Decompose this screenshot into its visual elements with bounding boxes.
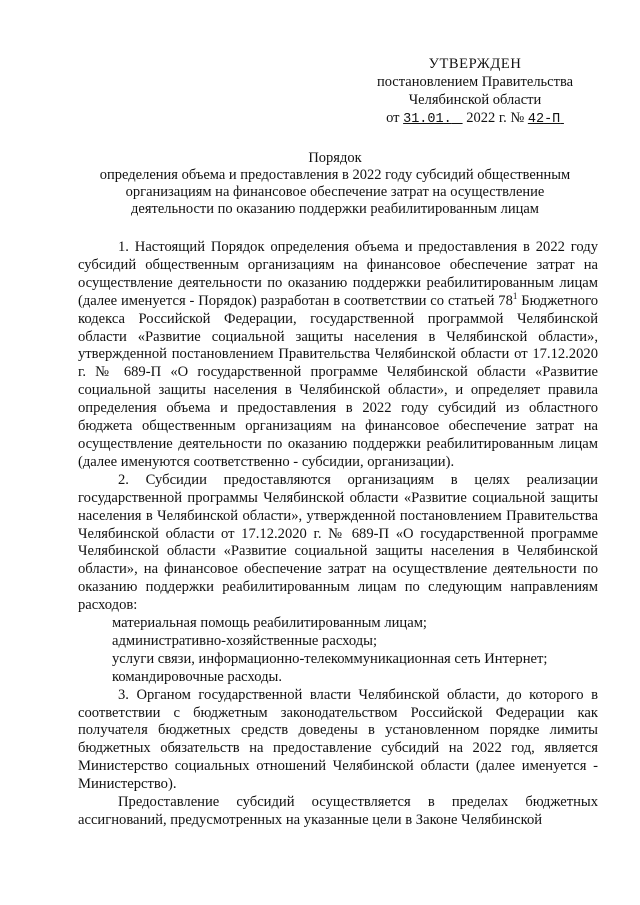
approval-line-region: Челябинской области bbox=[408, 92, 542, 108]
document-body bbox=[78, 239, 598, 830]
approval-stamp bbox=[350, 55, 600, 129]
paragraph-3: 3. Органом государственной власти Челябинской области, до которого в соответствии с бюджетным законодательством Российской Федерации как получателя бюджетных средств доведены в установленном порядке лимиты бюджетных обязательств на предоставление субсидий на 2022 год, является Министерство социальных отношений Челябинской области (далее именуется - Министерство). bbox=[78, 686, 598, 793]
document-title bbox=[70, 150, 600, 218]
paragraph-1-text-b: Бюджетного кодекса Российской Федерации, государственной программой Челябинской области «Развитие социальной защиты населения в Челябинской области», утвержденной постановлением Правительства Челябинской области от 17.12.2020 г. № 689-П «О государственной программе Челябинской области «Развитие социальной защиты населения в Челябинской области», и определяет правила определения объема и предоставления в 2022 году субсидий из областного бюджета общественным организациям на финансовое обеспечение затрат на осуществление деятельности по оказанию поддержки реабилитированным лицам (далее именуются соответственно - субсидии, организации). bbox=[78, 292, 598, 470]
list-item: административно-хозяйственные расходы; bbox=[112, 632, 378, 649]
title-line-2: определения объема и предоставления в 2022 году субсидий общественным bbox=[99, 167, 571, 183]
list-item: командировочные расходы. bbox=[112, 668, 282, 685]
paragraph-1 bbox=[78, 239, 598, 472]
approval-date-line bbox=[350, 109, 600, 129]
paragraph-1-text-a: 1. Настоящий Порядок определения объема и предоставления в 2022 году субсидий общественным организациям на финансовое обеспечение затрат на осуществление деятельности по оказанию поддержки реабилитированным лицам (далее именуется - Порядок) разработан в соответствии со статьей 78 bbox=[78, 239, 598, 309]
approval-date-prefix: от bbox=[386, 110, 404, 126]
title-line-1: Порядок bbox=[308, 150, 362, 166]
paragraph-2: 2. Субсидии предоставляются организациям в целях реализации государственной программы Челябинской области «Развитие социальной защиты населения в Челябинской области», утвержденной постановлением Правительства Челябинской области от 17.12.2020 г. № 689-П «О государственной программе Челябинской области «Развитие социальной защиты населения в Челябинской области», на финансовое обеспечение затрат на осуществление деятельности по оказанию поддержки реабилитированным лицам по следующим направлениям расходов: bbox=[78, 471, 598, 614]
list-item: услуги связи, информационно-телекоммуникационная сеть Интернет; bbox=[112, 650, 548, 667]
approval-line-resolution: постановлением Правительства bbox=[376, 74, 574, 90]
approval-heading: УТВЕРЖДЕН bbox=[428, 56, 522, 72]
list-item: материальная помощь реабилитированным лицам; bbox=[112, 615, 427, 632]
title-line-3: организациям на финансовое обеспечение затрат на осуществление bbox=[125, 184, 545, 200]
approval-date-year: 2022 г. № bbox=[462, 110, 528, 126]
paragraph-4: Предоставление субсидий осуществляется в пределах бюджетных ассигнований, предусмотренных на указанные цели в Законе Челябинской bbox=[78, 794, 598, 828]
approval-number-value: 42-П bbox=[527, 112, 561, 127]
approval-date-value: 31.01. bbox=[403, 112, 452, 127]
title-line-4: деятельности по оказанию поддержки реабилитированным лицам bbox=[131, 201, 539, 217]
paragraph-1-superscript: 1 bbox=[512, 290, 518, 301]
